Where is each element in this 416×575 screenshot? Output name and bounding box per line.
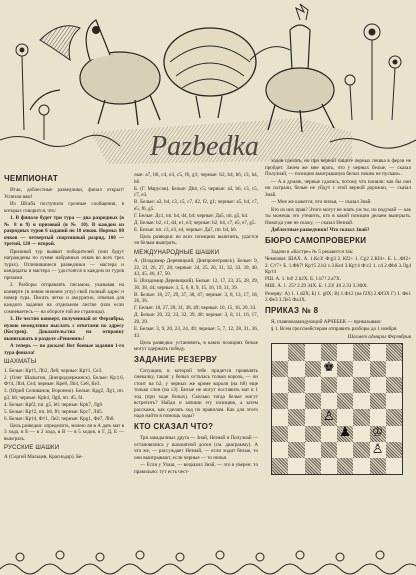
draughts-problem: Б. (Г. Марусов). Белые: Дb4, c5; черные: a3, b6, c3, c5, c7, e3. xyxy=(134,185,258,199)
board-square xyxy=(337,426,353,442)
board-square xyxy=(272,393,288,409)
board-square xyxy=(353,361,369,377)
paragraph: § 1. Всем гроссмейстерам отправить разборы до 1 ноября. xyxy=(271,326,398,333)
chess-piece: ♚ xyxy=(323,360,335,376)
board-square xyxy=(288,426,304,442)
board-square xyxy=(288,409,304,425)
board-square xyxy=(370,377,386,393)
footer-flower-border xyxy=(0,545,416,575)
board-square xyxy=(370,393,386,409)
solution-line: МШ. А. 1. 25? 2.29 34Х. Б. 1.23! 40 2.33 3.3ФХ. xyxy=(265,283,368,290)
chess-diagram xyxy=(271,343,405,475)
board-square xyxy=(272,344,288,360)
board-square xyxy=(337,409,353,425)
board-square xyxy=(321,458,337,474)
chess-problem: 1. Белые: Кр†1, Лb2, Лe6; черные: Кр†1, Сe3. xyxy=(4,367,103,374)
column-middle xyxy=(134,172,258,476)
board-square xyxy=(353,377,369,393)
board-square xyxy=(386,393,402,409)
board-square xyxy=(386,458,402,474)
board-square xyxy=(272,377,288,393)
board-square xyxy=(305,344,321,360)
paragraph: 3. Не честно конверт, полученный от Ферзябры, нужно немедленно выслать с ответами по адресу (Кострец). Доказательства на отправку выписывать в разделе «Решения»! xyxy=(4,316,124,342)
board-square xyxy=(321,409,337,425)
board-square xyxy=(288,344,304,360)
paragraph: — А я думаю, черные сдались, потому что поняли: как бы они ни сыграли, белые не уйдут с этой верной дорожки, — сказал Знай. xyxy=(265,178,411,198)
board-square xyxy=(337,344,353,360)
board-square xyxy=(370,458,386,474)
paragraph: А теперь — по доскам! Вот боевые задания 1-го тура финала! xyxy=(4,343,124,356)
chess-problem: 6. Белые: Кр†4, Ф†1, Лe2; черные: Крg1, Фe7, Лh8. xyxy=(4,415,115,422)
column-left xyxy=(4,172,124,461)
header-illustration xyxy=(0,0,416,172)
board-square xyxy=(353,442,369,458)
section-heading-who-said: КТО СКАЗАЛ ЧТО? xyxy=(134,421,214,431)
board-square xyxy=(305,442,321,458)
board-square xyxy=(370,344,386,360)
board-square xyxy=(272,409,288,425)
board-square xyxy=(386,344,402,360)
board-square xyxy=(337,361,353,377)
flower-border-drawing xyxy=(0,545,416,575)
board-square xyxy=(321,442,337,458)
subheading-international-draughts: МЕЖДУНАРОДНЫЕ ШАШКИ xyxy=(134,249,220,256)
section-heading-self-check: БЮРО САМОПРОВЕРКИ xyxy=(265,235,367,245)
board-square xyxy=(321,393,337,409)
draughts-problem: Е. Белые: пп. c3, e3, e4, черные: Дa7, пп. b4, h6. xyxy=(134,226,238,233)
board-square xyxy=(386,409,402,425)
subheading-chess: ШАХМАТЫ xyxy=(4,359,37,366)
section-heading-championship: ЧЕМПИОНАТ xyxy=(4,174,59,183)
goal-text: Цель разведки: во всех позициях выяснить, удастся ли белым выиграть. xyxy=(134,233,258,247)
chess-piece: ♙ xyxy=(323,409,335,425)
draughts-problem: В. Белые: a3, b4, c3, c5, c7, d2, f2, g1; черные: a5, b4, c7, e5, f6, g5. xyxy=(134,199,258,212)
board-square xyxy=(321,361,337,377)
paragraph: Ситуация, в которой тебе придется проявлять смекалку, такая: у белых осталась только король, — он стоит на b2, у черных же кроме короля (на h8) еще только слон (на c3). Белые не могут поставить мат в 1 ход (при ходе белых). Сколько тогда белые могут встретить? Найди и запиши эту позицию, а затем расскажи, как сделать ход по правилам. Как для этого надо найти в помощь ходы? xyxy=(134,367,258,420)
board-square xyxy=(305,409,321,425)
solution-line: Резерву: А) 1. 1.d2X; Б) 1. g8X; В) 1.Ф12 (на f2Х) 2.Фf3Х Г) 1. Фe1 2.Фe3 3.Лe5 Фа3Х. xyxy=(265,290,411,304)
board-square xyxy=(353,426,369,442)
paragraph: Призовой тур выявит победителей (они будут награждены по сумме набранных очков во всех трех турах). Отличившиеся разведчики — мастера и кандидаты в мастера — удостоятся в каждом из туров призами. xyxy=(4,248,124,281)
paragraph: Кто из них прав? Этого могут не знать уж ты, но подумай — как ты можешь это утешить, кто в какой позиции делаем выигрыть. Никогда уже не скажу, — сказал Незнай. xyxy=(265,206,411,226)
knights-tournament-drawing xyxy=(0,0,416,172)
board-square xyxy=(272,426,288,442)
intl-problem: Е. Белые: 3, 9, 20, 23, 24, 49; черные: 5, 7, 12, 28, 31, 36, 43. xyxy=(134,326,258,339)
board-square xyxy=(305,361,321,377)
column-right xyxy=(265,158,411,475)
board-square xyxy=(305,458,321,474)
paragraph: Я, главнокомандующий АРЧЕБЕК — приказываю: xyxy=(271,318,382,325)
question-bold: Доблестные разведчики! Что сказал Знай? xyxy=(271,227,370,234)
board-square xyxy=(305,393,321,409)
board-square xyxy=(370,426,386,442)
chess-problem: 2. (Олег Шалыгин, Днепродзержинск). Белые: Кр‡6, Ф†4, Лb4, Сe4; черные: Крe8, Лb4, Сe8, Кe3. xyxy=(4,374,124,388)
board-square xyxy=(321,377,337,393)
board-square xyxy=(353,393,369,409)
chess-problem: 3. (Юрий Селиванов, Воронеж). Белые: Крg2, Лg1, пп. g3, h6; черные: Крh4, Лg8, пп. d5, f4. xyxy=(4,388,124,401)
intl-problem: Б. (Владимир Деревицкий). Белые: 12, 17, 23, 25, 28, 29, 30, 38, 44; черные: 3, 5, 6, 8, 9, 15, 16, 19, 31, 39. xyxy=(134,278,258,291)
chess-problem: 4. Белые: Крf2, пп. g5, b6; черные: Крh7, Лg8. xyxy=(4,401,104,408)
board-square xyxy=(272,361,288,377)
board-square xyxy=(272,442,288,458)
chess-piece: ♟ xyxy=(339,425,351,441)
board-square xyxy=(288,442,304,458)
board-square xyxy=(370,442,386,458)
solution-line: Чемповат. ШАХ. А. 1.Кс3! Ф:g3 2. Кf2+ 1. Сg2 2.Кf4+. Б. 1...Фf2+ 2. С†7+ Б. 1.Фb7! Кр†5 2.b3 с.3.Кe4 3.Кр†4 Ф:с2 1. с4 2.Фb6 3.Лg4 Кр†4 xyxy=(265,256,411,276)
board-square xyxy=(353,344,369,360)
chess-problem: 5. Белые: Кр†2, пп. b6, f6; черные: Крc7, Лd5. xyxy=(4,408,103,415)
board-square xyxy=(321,426,337,442)
section-heading-order: ПРИКАЗ № 8 xyxy=(265,305,319,315)
intl-problem: Д. Белые: 20, 22, 23, 32, 39, 48; черные: 3, 8, 11, 16, 17, 28, 29. xyxy=(134,312,258,325)
solution-line: РШ. А. 1. b4! 2.b2X. Б. 1.b7! 2.a7X. xyxy=(265,276,341,283)
paragraph: — Мне же кажется, что ничья, — сказал Знай. xyxy=(271,199,372,206)
goal-text: Цель разведки: установить, в каких позициях белые могут одержать победу. xyxy=(134,339,258,353)
board-square xyxy=(386,361,402,377)
intl-problem: Г. Белые: 18, 27, 28, 31, 38, 49; черные: 10, 15, 16, 20, 33. xyxy=(134,305,257,312)
board-square xyxy=(353,458,369,474)
board-square xyxy=(370,409,386,425)
board-square xyxy=(337,377,353,393)
board-square xyxy=(288,361,304,377)
chess-piece: ♔ xyxy=(371,425,384,441)
board-square xyxy=(386,377,402,393)
subheading-russian-draughts: РУССКИЕ ШАШКИ xyxy=(4,445,60,452)
board-square xyxy=(370,361,386,377)
draughts-problem: А (Сергей Мальцев, Краснодар). Бе- xyxy=(4,454,83,461)
board-square xyxy=(272,458,288,474)
paragraph: Из Штаба поступили срочные сообщения, в которых говорится, что: xyxy=(4,201,124,214)
chess-piece: ♙ xyxy=(371,441,384,457)
chess-board xyxy=(271,343,403,475)
draughts-problem: лые: a7, b6, c4, e3, c5, f6, g1; черные: b2, b4, b6, c3, h4, h6. xyxy=(134,172,258,185)
paragraph: ходов сделать, но при верной защите черных пешка в ферзи не пройдет. Зачем же мне врать, что у черных белые, — сказал Полузнай, — позицию выигрышную белых пешек не пускаю». xyxy=(265,158,411,178)
board-square xyxy=(386,442,402,458)
board-square xyxy=(288,393,304,409)
paragraph: 1. В финале будет три тура — два разрядных (в № 8 и 9) и призовой (в № 10). В каждом из разрядных туров 6 заданий по 10 очков. Нормы: 80 очков — четвертый спортивный разряд, 100 — третий, 120 — второй. xyxy=(4,215,124,248)
intl-problem: А. (Владимир Деревицкий, Днепропетровск). Белые: 9, 22, 23, 26, 27, 28; черные: 24, 25, 26, 31, 32, 33, 39, 40, 43, 45, 46, 47, 50. xyxy=(134,258,258,278)
draughts-problem: Д. Белые: b2, c1, d4, e1, e3; черные: b2, b4, c7, e5, e7, g5. xyxy=(134,219,256,226)
goal-text: Цель разведки: определить, можно ли в А дать мат в 3 хода, в Б — в 2 хода, в В — в 5 ходов, в Г, Д, Е — выиграть. xyxy=(4,422,124,442)
intl-problem: В. Белые: 18, 27, 29, 37, 38, 47; черные: 3, 8, 13, 17, 18, 26, 36. xyxy=(134,291,258,305)
board-square xyxy=(305,377,321,393)
draughts-problem: Г. Белые: Дc1, пп. b4, d4, b4; черные: Дa5, пп. g5, h4. xyxy=(134,212,249,219)
board-square xyxy=(337,393,353,409)
board-square xyxy=(386,426,402,442)
paragraph: Итак, доблестные разведчики, финал открыт! Успехов вам! xyxy=(4,187,124,200)
board-square xyxy=(353,409,369,425)
paragraph: Задачи в «Костре» № 5 решаются так: xyxy=(271,248,354,255)
svg-text:Pazbedka: Pazbedka xyxy=(150,131,259,162)
paragraph: Три закадычных друга — Знай, Незнай и Полузнай — остановились у шахматной доски (см. диаграмму). А что же, — рассуждает Незнай, — если ходит белые, то они выигрывают, если черные — то ничья. xyxy=(134,435,258,461)
section-heading-reserve: ЗАДАНИЕ РЕЗЕРВУ xyxy=(134,354,217,364)
board-square xyxy=(288,377,304,393)
paragraph: — Если у Ухаш, — возразил Знай, — это я уверен: то правильно: тут есть чест- xyxy=(134,462,258,475)
board-square xyxy=(288,458,304,474)
paragraph: 2. Разборы отправлять письмом, указывая на конверте (в левом нижнем углу) свой полный адрес и номер тура. Писать четко и аккуратно, отвечая для каждого задания на отдельном листке (или если сомневаетесь — на обороте той же страницы). xyxy=(4,282,124,315)
board-square xyxy=(321,344,337,360)
board-square xyxy=(305,426,321,442)
board-square xyxy=(337,442,353,458)
signature: Шахмет адмирал Ферзябрия xyxy=(347,333,411,340)
board-square xyxy=(337,458,353,474)
